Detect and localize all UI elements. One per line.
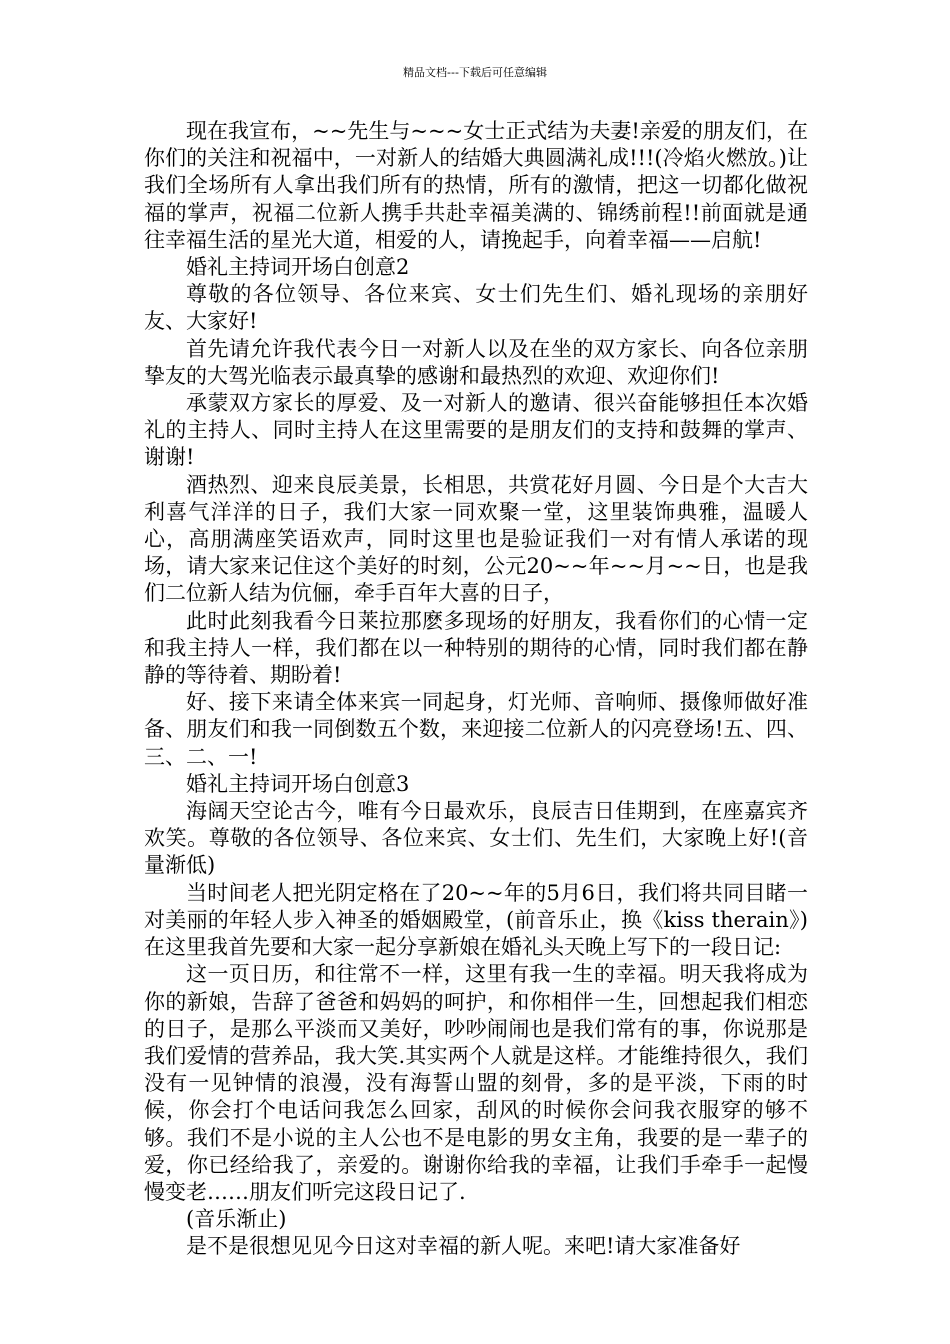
document-body [144,118,808,1261]
paragraph: 好、接下来请全体来宾一同起身，灯光师、音响师、摄像师做好准备、朋友们和我一同倒数五个数，来迎接二位新人的闪亮登场!五、四、三、二、一! [144,690,808,769]
paragraph: 首先请允许我代表今日一对新人以及在坐的双方家长、向各位亲朋挚友的大驾光临表示最真挚的感谢和最热烈的欢迎、欢迎你们! [144,336,808,388]
paragraph: 此时此刻我看今日莱拉那麽多现场的好朋友，我看你们的心情一定和我主持人一样，我们都在以一种特别的期待的心情，同时我们都在静静的等待着、期盼着! [144,608,808,688]
page-header: 精品文档---下载后可任意编辑 [403,66,547,79]
section-heading: 婚礼主持词开场白创意3 [186,771,410,796]
paragraph: 现在我宣布，~~先生与~~~女士正式结为夫妻!亲爱的朋友们，在你们的关注和祝福中，一对新人的结婚大典圆满礼成!!!(冷焰火燃放。)让我们全场所有人拿出我们所有的热情，所有的激情，把这一切都化做祝福的掌声，祝福二位新人携手共赴幸福美满的、锦绣前程!!前面就是通往幸福生活的星光大道，相爱的人，请挽起手，向着幸福——启航! [144,119,808,252]
paragraph: 当时间老人把光阴定格在了20~~年的5月6日，我们将共同目睹一对美丽的年轻人步入神圣的婚姻殿堂，(前音乐止，换《kiss therain》)在这里我首先要和大家一起分享新娘在婚礼头天晚上写下的一段日记: [144,880,808,960]
paragraph: 承蒙双方家长的厚爱、及一对新人的邀请、很兴奋能够担任本次婚礼的主持人、同时主持人在这里需要的是朋友们的支持和鼓舞的掌声、谢谢! [144,391,808,470]
section-heading: 婚礼主持词开场白创意2 [186,255,410,280]
paragraph: (音乐渐止) [186,1207,287,1232]
paragraph: 酒热烈、迎来良辰美景，长相思，共赏花好月圆、今日是个大吉大利喜气洋洋的日子，我们大家一同欢聚一堂，这里装饰典雅，温暖人心，高朋满座笑语欢声，同时这里也是验证我们一对有情人承诺的现场，请大家来记住这个美好的时刻，公元20~~年~~月~~日，也是我们二位新人结为伉俪，牵手百年大喜的日子， [144,472,808,606]
paragraph: 是不是很想见见今日这对幸福的新人呢。来吧!请大家准备好 [186,1234,741,1259]
paragraph: 尊敬的各位领导、各位来宾、女士们先生们、婚礼现场的亲朋好友、大家好! [144,282,808,334]
paragraph: 海阔天空论古今，唯有今日最欢乐，良辰吉日佳期到，在座嘉宾齐欢笑。尊敬的各位领导、各位来宾、女士们、先生们，大家晚上好!(音量渐低) [144,799,808,878]
paragraph: 这一页日历，和往常不一样，这里有我一生的幸福。明天我将成为你的新娘，告辞了爸爸和妈妈的呵护，和你相伴一生，回想起我们相恋的日子，是那么平淡而又美好，吵吵闹闹也是我们常有的事，你说那是我们爱情的营养品，我大笑.其实两个人就是这样。才能维持很久，我们没有一见钟情的浪漫，没有海誓山盟的刻骨，多的是平淡，下雨的时候，你会打个电话问我怎么回家，刮风的时候你会问我衣服穿的够不够。我们不是小说的主人公也不是电影的男女主角，我要的是一辈子的爱，你已经给我了，亲爱的。谢谢你给我的幸福，让我们手牵手一起慢慢变老……朋友们听完这段日记了. [144,962,808,1204]
